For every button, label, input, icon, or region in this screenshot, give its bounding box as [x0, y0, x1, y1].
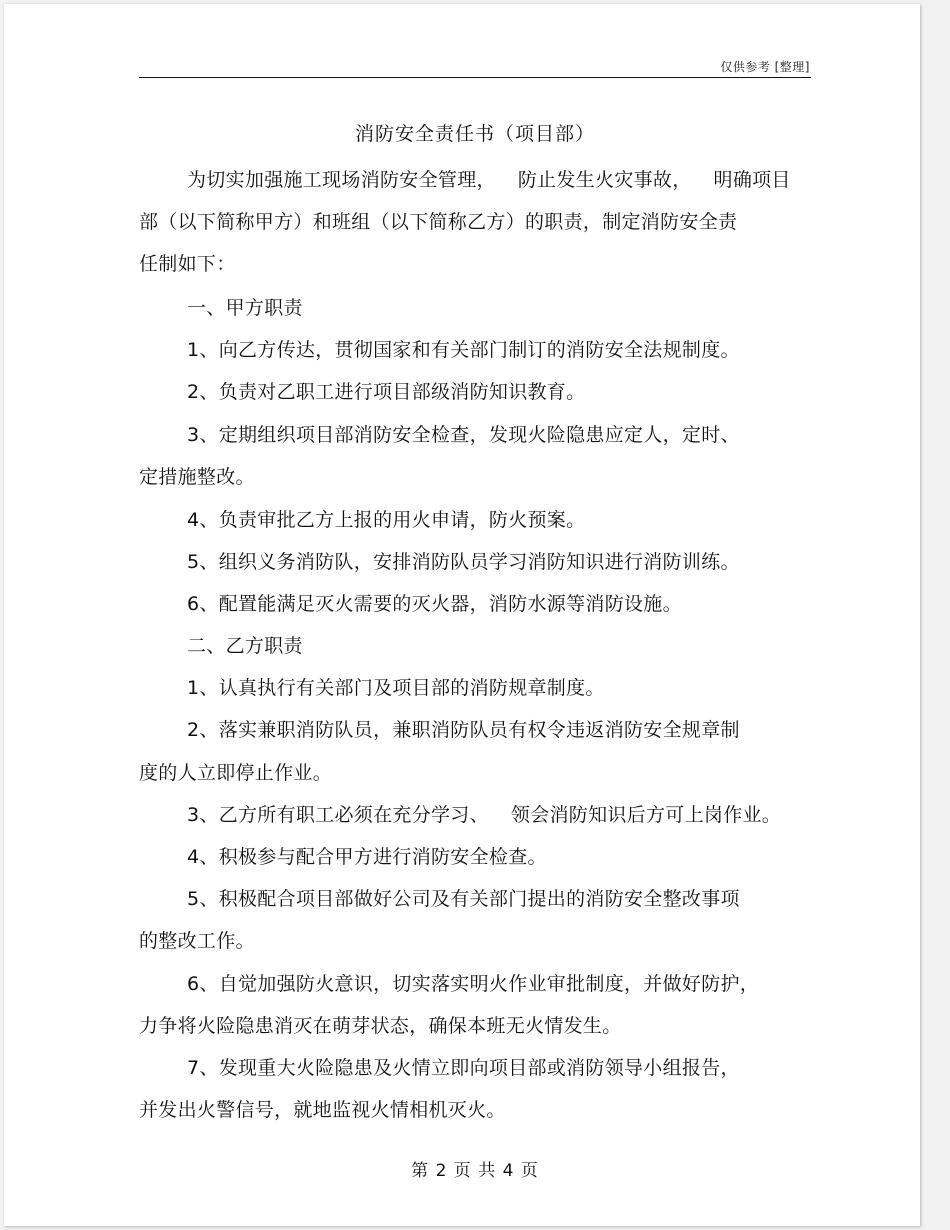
document-page [4, 4, 920, 1226]
intro-line-2: 部（以下简称甲方）和班组（以下简称乙方）的职责，制定消防安全责 [139, 211, 738, 233]
section-a-item-3-line-1: 3、定期组织项目部消防安全检查，发现火险隐患应定人，定时、 [187, 424, 740, 446]
document-title: 消防安全责任书（项目部） [354, 123, 595, 145]
section-b-item-1: 1、认真执行有关部门及项目部的消防规章制度。 [187, 677, 605, 699]
section-b-item-6-line-1: 6、自觉加强防火意识，切实落实明火作业审批制度，并做好防护， [187, 973, 760, 995]
section-b-item-5-line-2: 的整改工作。 [139, 930, 255, 952]
section-a-item-5: 5、组织义务消防队，安排消防队员学习消防知识进行消防训练。 [187, 551, 740, 573]
section-b-item-3-part-a: 3、乙方所有职工必须在充分学习、 [187, 804, 489, 826]
section-b-heading: 二、乙方职责 [187, 635, 303, 657]
section-a-item-2: 2、负责对乙职工进行项目部级消防知识教育。 [187, 381, 586, 403]
header-rule [139, 77, 811, 78]
section-b-item-3-part-b: 领会消防知识后方可上岗作业。 [510, 804, 782, 826]
section-a-item-4: 4、负责审批乙方上报的用火申请，防火预案。 [187, 509, 586, 531]
page-indicator: 第 2 页 共 4 页 [411, 1161, 539, 1181]
section-b-item-7-line-1: 7、发现重大火险隐患及火情立即向项目部或消防领导小组报告， [187, 1057, 740, 1079]
section-b-item-4: 4、积极参与配合甲方进行消防安全检查。 [187, 846, 547, 868]
header-label: 仅供参考 [整理] [720, 60, 810, 74]
section-b-item-5-line-1: 5、积极配合项目部做好公司及有关部门提出的消防安全整改事项 [187, 888, 740, 910]
section-b-item-2-line-1: 2、落实兼职消防队员，兼职消防队员有权令违返消防安全规章制 [187, 719, 740, 741]
section-b-item-6-line-2: 力争将火险隐患消灭在萌芽状态，确保本班无火情发生。 [139, 1015, 622, 1037]
intro-line-1-part-b: 防止发生火灾事故， [517, 169, 692, 191]
intro-line-1-part-c: 明确项目 [713, 169, 791, 191]
intro-line-3: 任制如下： [139, 253, 236, 275]
section-b-item-2-line-2: 度的人立即停止作业。 [139, 762, 333, 784]
section-b-item-3 [187, 800, 781, 827]
section-b-item-7-line-2: 并发出火警信号，就地监视火情相机灭火。 [139, 1099, 506, 1121]
section-a-heading: 一、甲方职责 [187, 297, 303, 319]
intro-line-1 [187, 165, 791, 192]
section-a-item-1: 1、向乙方传达，贯彻国家和有关部门制订的消防安全法规制度。 [187, 339, 740, 361]
intro-line-1-part-a: 为切实加强施工现场消防安全管理， [187, 169, 496, 191]
section-a-item-6: 6、配置能满足灭火需要的灭火器，消防水源等消防设施。 [187, 593, 682, 615]
section-a-item-3-line-2: 定措施整改。 [139, 466, 255, 488]
